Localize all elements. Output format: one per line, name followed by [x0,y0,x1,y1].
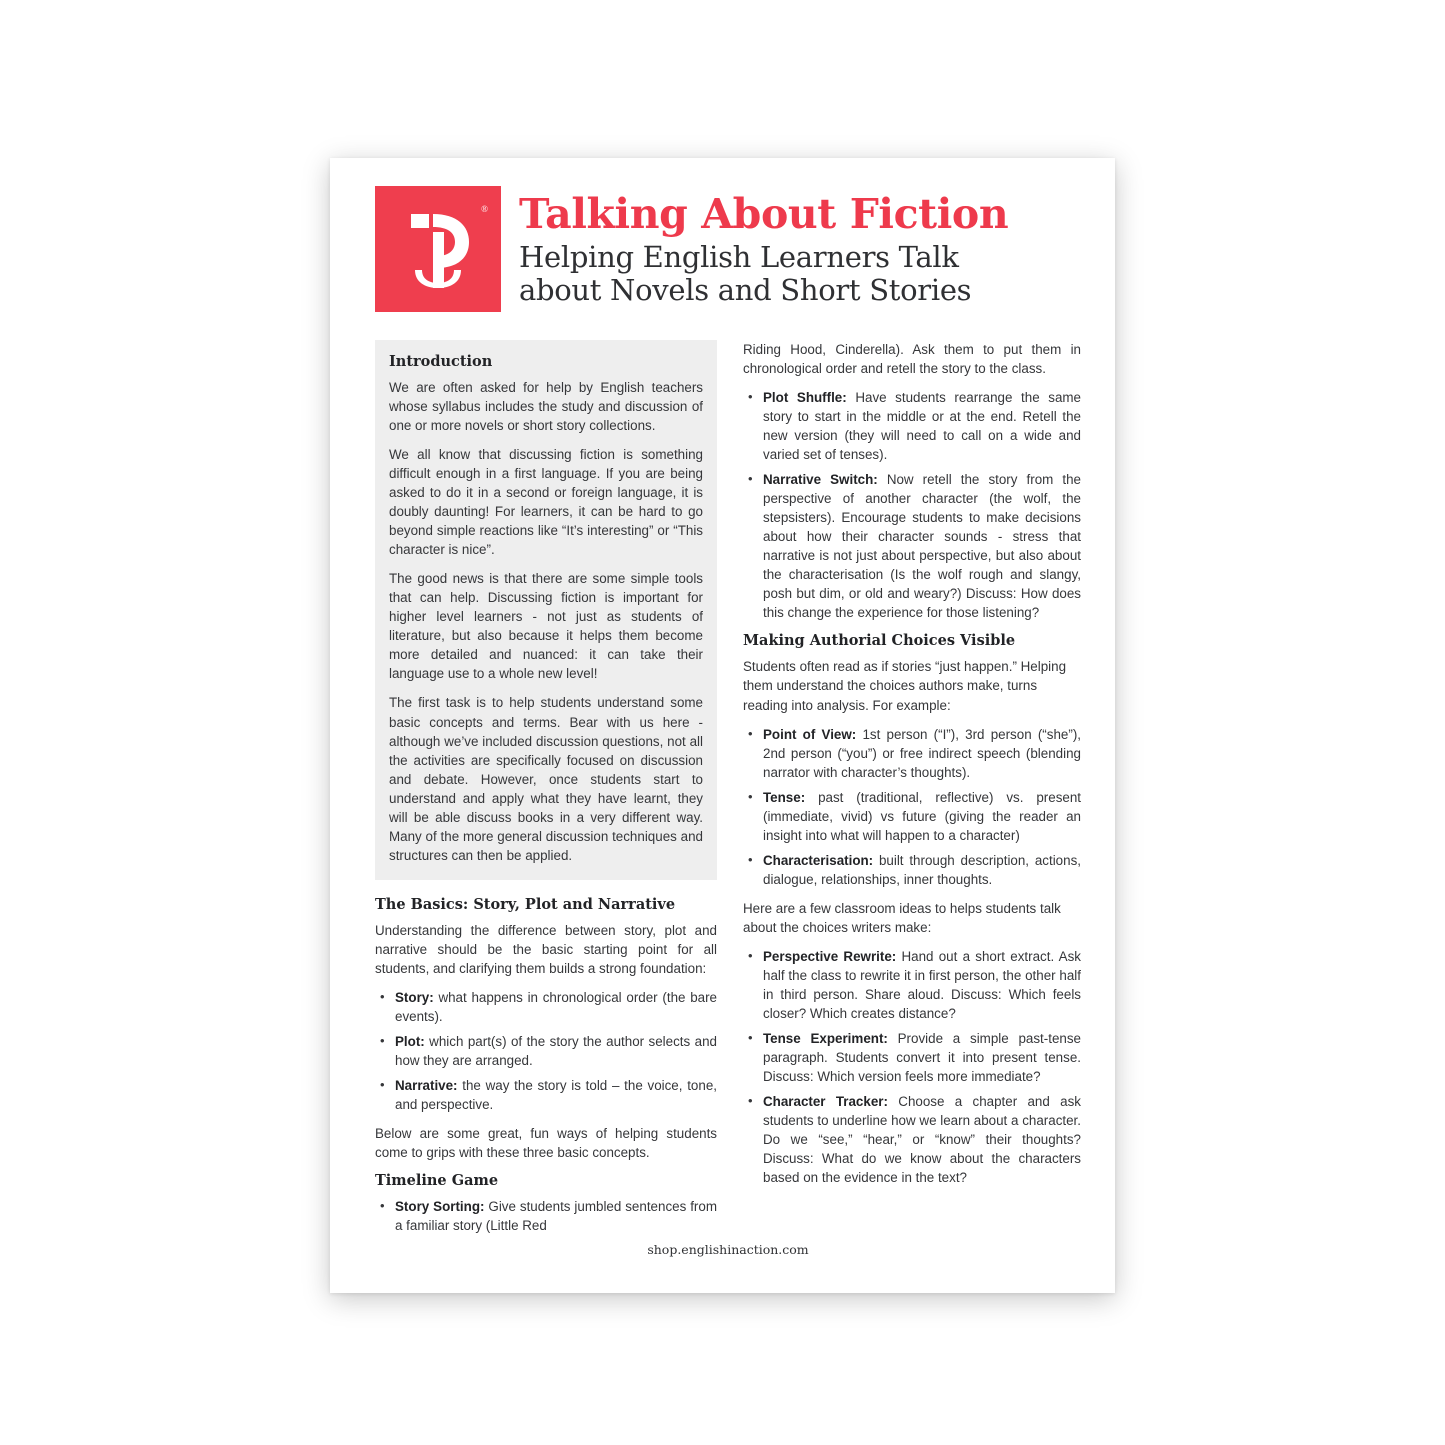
bullet-term: Perspective Rewrite: [763,948,897,964]
bullet-term: Story: [395,989,434,1005]
timeline-game-heading: Timeline Game [375,1172,499,1190]
list-item [395,1032,717,1070]
list-item [763,851,1081,889]
registered-mark: ® [481,204,488,214]
authorial-bullet-list [743,725,1081,889]
list-item [395,1076,717,1114]
brand-logo [375,186,501,312]
bullet-term: Narrative: [395,1077,458,1093]
left-column [375,340,717,1245]
bullet-text: Have students rearrange the same story to start in the middle or at the end. Retell the new version (they will need to call on a wide and varied set of tenses). [763,390,1081,463]
intro-paragraph-3: The good news is that there are some simple tools that can help. Discussing fiction is important for higher level learners - not just as students of literature, but also because it helps them become more detailed and nuanced: it can take their language use to a whole new level! [389,571,703,682]
bullet-text: past (traditional, reflective) vs. present (immediate, vivid) vs future (giving the reader an insight into what will happen to a character) [763,789,1081,843]
authorial-intro: Students often read as if stories “just happen.” Helping them understand the choices authors make, turns reading into analysis. For example: [743,659,1067,713]
intro-paragraph-2: We all know that discussing fiction is something difficult enough in a first language. If you are being asked to do it in a second or foreign language, it is doubly daunting! For learners, it can be hard to go beyond simple reactions like “It’s interesting” or “This character is nice”. [389,447,703,558]
timeline-bullet-list-continued [743,388,1081,622]
bullet-term: Tense Experiment: [763,1030,888,1046]
bullet-text: which part(s) of the story the author selects and how they are arranged. [395,1033,717,1068]
page-subtitle-line1: Helping English Learners Talk [519,239,959,274]
list-item [763,1029,1081,1086]
classroom-ideas-intro: Here are a few classroom ideas to helps students talk about the choices writers make: [743,900,1061,935]
list-item [763,470,1081,622]
document-page [330,158,1115,1293]
bullet-term: Point of View: [763,726,857,742]
bullet-text: built through description, actions, dialogue, relationships, inner thoughts. [763,852,1081,887]
bullet-text: Hand out a short extract. Ask half the class to rewrite it in first person, the other half in third person. Share aloud. Discuss: Which feels closer? Which creates distance? [763,948,1081,1021]
list-item [395,988,717,1026]
page-subtitle [519,241,1008,308]
bullet-term: Character Tracker: [763,1094,888,1110]
title-block [519,186,1008,308]
basics-intro: Understanding the difference between story, plot and narrative should be the basic starting point for all students, and clarifying them builds a strong foundation: [375,922,717,976]
bullet-term: Narrative Switch: [763,472,878,488]
basics-bullet-list [375,988,717,1114]
page-title: Talking About Fiction [519,190,1009,238]
bullet-text: Choose a chapter and ask students to underline how we learn about a character. Do we “see,” “hear,” or “know” their thoughts? Discuss: What do we know about the characters based on the evidence in the text? [763,1094,1081,1186]
introduction-box [375,340,717,880]
authorial-choices-heading: Making Authorial Choices Visible [743,632,1016,650]
basics-outro: Below are some great, fun ways of helping students come to grips with these three basic concepts. [375,1126,717,1161]
list-item [763,788,1081,845]
bullet-text: Provide a simple past-tense paragraph. Students convert it into present tense. Discuss: Which version feels more immediate? [763,1030,1081,1085]
document-header [375,186,1081,326]
intro-paragraph-4: The first task is to help students understand some basic concepts and terms. Bear with us here - although we’ve included discussion questions, not all the activities are specifically focused on discussion and debate. However, once students start to understand and apply what they have learnt, they will be able discuss books in a very different way. Many of the more general discussion techniques and structures can then be applied. [389,695,703,863]
timeline-bullet-list [375,1197,717,1235]
intro-paragraph-1: We are often asked for help by English teachers whose syllabus includes the study and discussion of one or more novels or short story collections. [389,380,703,434]
page-subtitle-line2: about Novels and Short Stories [519,273,972,308]
bullet-term: Characterisation: [763,852,874,868]
bullet-text: Now retell the story from the perspective of another character (the wolf, the stepsisters). Encourage students to make decisions about how their character sounds - stress that narrative is not just about perspective, but also about the characterisation (Is the wolf rough and slangy, posh but dim, or old and weary?) Discuss: How does this change the experience for those listening? [763,472,1081,621]
bullet-term: Story Sorting: [395,1199,485,1215]
content-columns [375,340,1081,1245]
list-item [763,388,1081,464]
footer-url[interactable]: shop.englishinaction.com [647,1242,809,1257]
continuation-paragraph: Riding Hood, Cinderella). Ask them to put them in chronological order and retell the story to the class. [743,342,1081,377]
bullet-term: Plot Shuffle: [763,390,847,406]
bullet-text: what happens in chronological order (the bare events). [395,989,717,1024]
bullet-text: the way the story is told – the voice, tone, and perspective. [395,1077,717,1112]
bullet-term: Tense: [763,789,806,805]
introduction-heading: Introduction [389,353,493,370]
list-item [763,947,1081,1023]
right-column [743,340,1081,1245]
bullet-text: 1st person (“I”), 3rd person (“she”), 2nd person (“you”) or free indirect speech (blending narrator with character’s thoughts). [763,726,1081,780]
list-item [395,1197,717,1235]
list-item [763,1092,1081,1187]
bullet-term: Plot: [395,1033,425,1049]
classroom-ideas-bullet-list [743,947,1081,1187]
basics-heading: The Basics: Story, Plot and Narrative [375,895,676,913]
list-item [763,725,1081,782]
bullet-text: Give students jumbled sentences from a familiar story (Little Red [395,1199,717,1234]
